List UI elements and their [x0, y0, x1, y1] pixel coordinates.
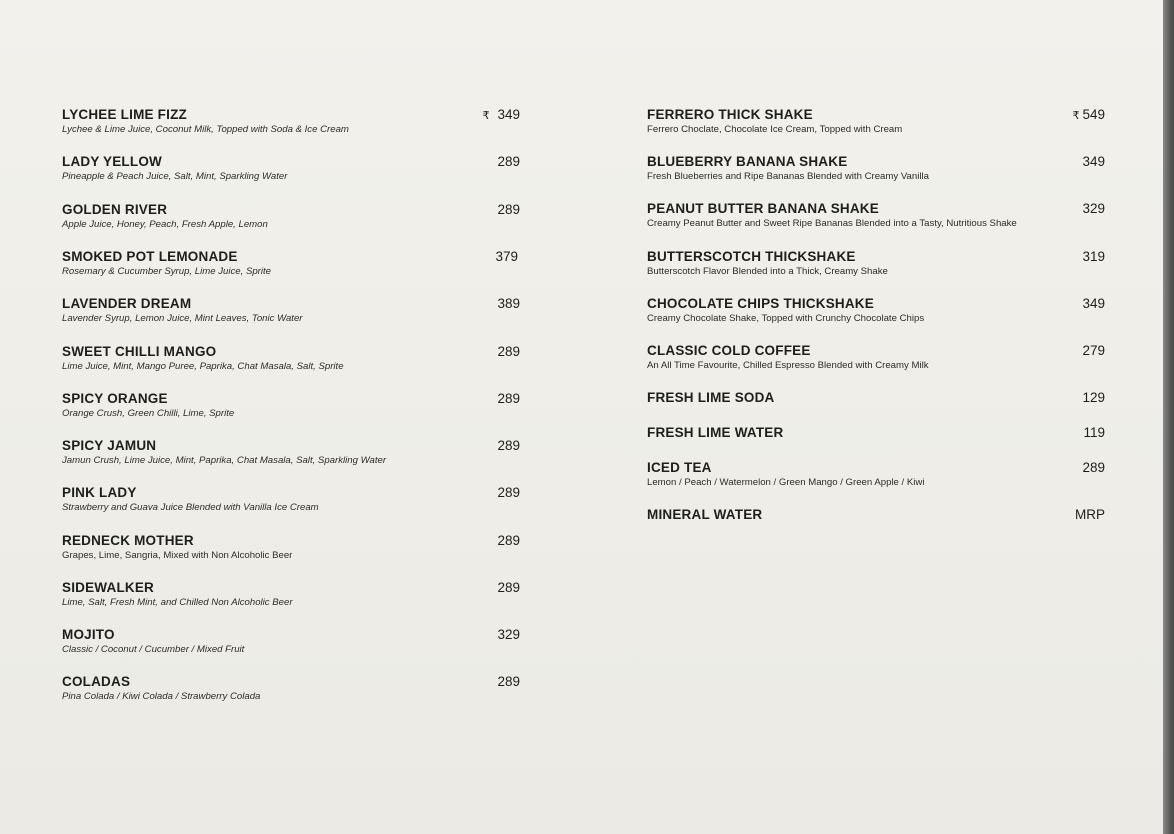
menu-item: [62, 248, 520, 278]
menu-item: [62, 343, 520, 373]
menu-item: [62, 153, 520, 183]
item-description: Lavender Syrup, Lemon Juice, Mint Leaves, Tonic Water: [62, 313, 303, 324]
menu-item: [647, 506, 1105, 524]
item-name: SWEET CHILLI MANGO: [62, 344, 217, 359]
item-price: 349: [1082, 296, 1105, 311]
item-price: 349: [1082, 154, 1105, 169]
menu-item: [647, 248, 1105, 278]
item-description: Grapes, Lime, Sangria, Mixed with Non Alcoholic Beer: [62, 550, 293, 561]
item-name: LADY YELLOW: [62, 154, 162, 169]
item-price: 289: [497, 344, 520, 359]
item-name: PINK LADY: [62, 485, 137, 500]
item-price: 289: [497, 580, 520, 595]
item-name: BUTTERSCOTCH THICKSHAKE: [647, 249, 856, 264]
menu-item: [62, 390, 520, 420]
item-price: 289: [497, 533, 520, 548]
item-name: LYCHEE LIME FIZZ: [62, 107, 187, 122]
item-description: Pina Colada / Kiwi Colada / Strawberry Colada: [62, 691, 261, 702]
item-description: Rosemary & Cucumber Syrup, Lime Juice, Sprite: [62, 266, 272, 277]
item-description: Ferrero Choclate, Chocolate Ice Cream, Topped with Cream: [647, 124, 903, 135]
menu-column-left: [62, 106, 520, 702]
page-edge-shadow: [1163, 0, 1174, 834]
menu-item: [647, 200, 1105, 230]
menu-item: [62, 295, 520, 325]
item-price: ₹ 349: [482, 107, 520, 122]
item-price: 319: [1082, 249, 1105, 264]
menu-item: [647, 424, 1105, 442]
item-description: Creamy Chocolate Shake, Topped with Crunchy Chocolate Chips: [647, 313, 925, 324]
menu-item: [647, 153, 1105, 183]
item-name: SIDEWALKER: [62, 580, 155, 595]
item-price: 329: [1082, 201, 1105, 216]
item-description: Fresh Blueberries and Ripe Bananas Blended with Creamy Vanilla: [647, 171, 929, 182]
item-price: 289: [497, 485, 520, 500]
item-price: 389: [497, 296, 520, 311]
currency-symbol: ₹: [1072, 110, 1080, 122]
item-name: SMOKED POT LEMONADE: [62, 249, 238, 264]
item-description: Creamy Peanut Butter and Sweet Ripe Bananas Blended into a Tasty, Nutritious Shake: [647, 218, 1017, 229]
item-price: 289: [497, 438, 520, 453]
item-price: 329: [497, 627, 520, 642]
item-name: REDNECK MOTHER: [62, 533, 194, 548]
item-price: 289: [1082, 460, 1105, 475]
item-name: SPICY JAMUN: [62, 438, 157, 453]
menu-item: [647, 295, 1105, 325]
menu-item: [647, 389, 1105, 407]
menu-item: [62, 484, 520, 514]
menu-item: [647, 106, 1105, 136]
item-name: ICED TEA: [647, 460, 712, 475]
item-description: Strawberry and Guava Juice Blended with Vanilla Ice Cream: [62, 502, 319, 513]
menu-item: [62, 626, 520, 656]
item-name: SPICY ORANGE: [62, 391, 168, 406]
item-price: 279: [1082, 343, 1105, 358]
item-description: Butterscotch Flavor Blended into a Thick, Creamy Shake: [647, 266, 888, 277]
item-price: 289: [497, 154, 520, 169]
menu-item: [647, 342, 1105, 372]
item-price: 379: [495, 249, 518, 264]
item-description: Lemon / Peach / Watermelon / Green Mango / Green Apple / Kiwi: [647, 477, 925, 488]
menu-item: [62, 201, 520, 231]
item-name: LAVENDER DREAM: [62, 296, 192, 311]
menu-item: [62, 106, 520, 136]
item-description: Jamun Crush, Lime Juice, Mint, Paprika, Chat Masala, Salt, Sparkling Water: [62, 455, 387, 466]
item-name: FRESH LIME WATER: [647, 425, 784, 440]
item-name: BLUEBERRY BANANA SHAKE: [647, 154, 848, 169]
item-name: MOJITO: [62, 627, 115, 642]
item-name: GOLDEN RIVER: [62, 202, 168, 217]
item-description: Orange Crush, Green Chilli, Lime, Sprite: [62, 408, 235, 419]
currency-symbol: ₹: [482, 110, 490, 122]
item-description: Lime, Salt, Fresh Mint, and Chilled Non Alcoholic Beer: [62, 597, 293, 608]
menu-item: [62, 437, 520, 467]
item-description: Lychee & Lime Juice, Coconut Milk, Topped with Soda & Ice Cream: [62, 124, 349, 135]
item-price: 289: [497, 391, 520, 406]
item-price: 289: [497, 674, 520, 689]
item-name: PEANUT BUTTER BANANA SHAKE: [647, 201, 879, 216]
item-price: ₹ 549: [1072, 107, 1105, 122]
item-name: COLADAS: [62, 674, 131, 689]
menu-item: [62, 673, 520, 703]
item-description: Classic / Coconut / Cucumber / Mixed Fruit: [62, 644, 245, 655]
item-name: MINERAL WATER: [647, 507, 763, 522]
item-price: 129: [1082, 390, 1105, 405]
menu-item: [62, 579, 520, 609]
item-description: Lime Juice, Mint, Mango Puree, Paprika, Chat Masala, Salt, Sprite: [62, 361, 344, 372]
menu-item: [62, 532, 520, 562]
item-price: MRP: [1075, 507, 1105, 522]
item-name: FERRERO THICK SHAKE: [647, 107, 813, 122]
item-description: Apple Juice, Honey, Peach, Fresh Apple, Lemon: [62, 219, 268, 230]
menu-item: [647, 459, 1105, 489]
item-description: An All Time Favourite, Chilled Espresso Blended with Creamy Milk: [647, 360, 929, 371]
item-name: CHOCOLATE CHIPS THICKSHAKE: [647, 296, 874, 311]
item-name: FRESH LIME SODA: [647, 390, 775, 405]
item-description: Pineapple & Peach Juice, Salt, Mint, Sparkling Water: [62, 171, 288, 182]
item-price: 289: [497, 202, 520, 217]
item-price: 119: [1083, 425, 1105, 440]
item-name: CLASSIC COLD COFFEE: [647, 343, 811, 358]
